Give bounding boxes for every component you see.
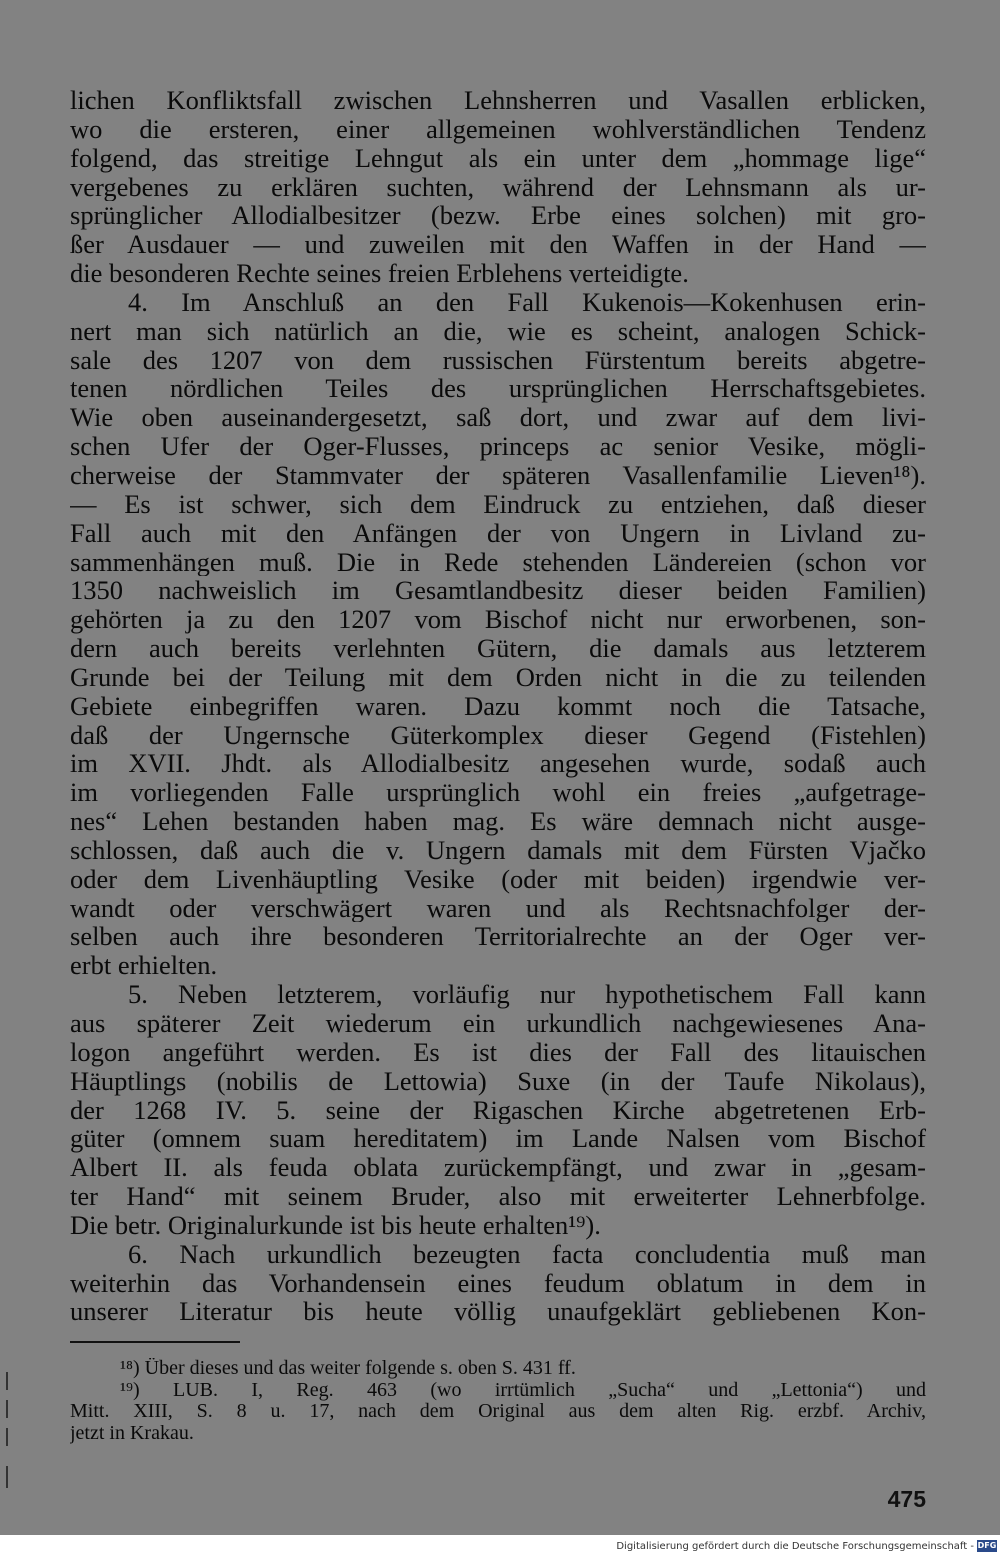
body-text xyxy=(70,86,926,1326)
body-line: ter Hand“ mit seinem Bruder, also mit erweiterter Lehnerbfolge. xyxy=(70,1182,926,1211)
margin-mark xyxy=(6,1466,8,1488)
body-line: güter (omnem suam hereditatem) im Lande Nalsen vom Bischof xyxy=(70,1124,926,1154)
footnote-divider xyxy=(70,1341,240,1343)
body-line: ßer Ausdauer — und zuweilen mit den Waffen in der Hand — xyxy=(70,230,926,260)
body-line: die besonderen Rechte seines freien Erblehens verteidigte. xyxy=(70,259,689,288)
body-line: wo die ersteren, einer allgemeinen wohlverständlichen Tendenz xyxy=(70,114,926,144)
margin-mark xyxy=(6,1372,8,1390)
body-line: folgend, das streitige Lehngut als ein unter dem „hommage lige“ xyxy=(70,143,926,173)
footnote-19: ¹⁹) LUB. I, Reg. 463 (wo irrtümlich „Sucha“ und „Lettonia“) und xyxy=(120,1379,926,1401)
margin-mark xyxy=(6,1400,8,1418)
footnote-18: ¹⁸) Über dieses und das weiter folgende s. oben S. 431 ff. xyxy=(120,1358,576,1379)
body-line: im vorliegenden Falle ursprünglich wohl ein freies „aufgetrage- xyxy=(70,778,926,808)
margin-mark xyxy=(6,1428,8,1446)
body-line: vergebenes zu erklären suchten, während der Lehnsmann als ur- xyxy=(70,172,926,202)
body-line: tenen nördlichen Teiles des ursprünglichen Herrschaftsgebietes. xyxy=(70,374,926,404)
body-line: Fall auch mit den Anfängen der von Ungern in Livland zu- xyxy=(70,518,926,548)
body-line: dern auch bereits verlehnten Gütern, die damals aus letzterem xyxy=(70,634,926,663)
paragraph-4-start: 4. Im Anschluß an den Fall Kukenois—Kokenhusen erin- xyxy=(128,287,926,317)
page-number: 475 xyxy=(887,1486,926,1512)
body-line: lichen Konfliktsfall zwischen Lehnsherren und Vasallen erblicken, xyxy=(70,86,926,115)
body-line: nes“ Lehen bestanden haben mag. Es wäre demnach nicht ausge- xyxy=(70,807,926,836)
paragraph-5-start: 5. Neben letzterem, vorläufig nur hypothetischem Fall kann xyxy=(128,980,926,1009)
body-line: daß der Ungernsche Güterkomplex dieser Gegend (Fistehlen) xyxy=(70,720,926,750)
body-line: selben auch ihre besonderen Territorialrechte an der Oger ver- xyxy=(70,922,926,952)
footnotes xyxy=(70,1358,926,1444)
body-line: cherweise der Stammvater der späteren Vasallenfamilie Lieven¹⁸). xyxy=(70,460,926,490)
body-line: Albert II. als feuda oblata zurückempfängt, und zwar in „gesam- xyxy=(70,1153,926,1183)
body-line: weiterhin das Vorhandensein eines feudum oblatum in dem in xyxy=(70,1268,926,1298)
body-line: gehörten ja zu den 1207 vom Bischof nicht nur erworbenen, son- xyxy=(70,605,926,635)
body-line: Die betr. Originalurkunde ist bis heute erhalten¹⁹). xyxy=(70,1210,601,1240)
body-line: der 1268 IV. 5. seine der Rigaschen Kirche abgetretenen Erb- xyxy=(70,1095,926,1125)
body-line: aus späterer Zeit wiederum ein urkundlich nachgewiesenes Ana- xyxy=(70,1009,926,1038)
body-line: oder dem Livenhäuptling Vesike (oder mit beiden) irgendwie ver- xyxy=(70,864,926,894)
paragraph-6-start: 6. Nach urkundlich bezeugten facta concludentia muß man xyxy=(128,1239,926,1269)
body-line: erbt erhielten. xyxy=(70,951,218,981)
body-line: im XVII. Jhdt. als Allodialbesitz angesehen wurde, sodaß auch xyxy=(70,749,926,779)
body-line: schlossen, daß auch die v. Ungern damals mit dem Fürsten Vjačko xyxy=(70,835,926,865)
dfg-logo: DFG xyxy=(977,1541,997,1550)
body-line: wandt oder verschwägert waren und als Rechtsnachfolger der- xyxy=(70,893,926,923)
body-line: Gebiete einbegriffen waren. Dazu kommt noch die Tatsache, xyxy=(70,691,926,721)
body-line: — Es ist schwer, sich dem Eindruck zu entziehen, daß dieser xyxy=(70,489,926,519)
body-line: sale des 1207 von dem russischen Fürstentum bereits abgetre- xyxy=(70,345,926,375)
body-line: logon angeführt werden. Es ist dies der Fall des litauischen xyxy=(70,1037,926,1067)
footnote-line: jetzt in Krakau. xyxy=(70,1422,194,1444)
body-line: Wie oben auseinandergesetzt, saß dort, und zwar auf dem livi- xyxy=(70,403,926,433)
body-line: Häuptlings (nobilis de Lettowia) Suxe (in der Taufe Nikolaus), xyxy=(70,1066,926,1096)
footnote-line: Mitt. XIII, S. 8 u. 17, nach dem Original aus dem alten Rig. erzbf. Archiv, xyxy=(70,1401,926,1422)
body-line: unserer Literatur bis heute völlig unaufgeklärt gebliebenen Kon- xyxy=(70,1297,926,1327)
digitization-credit: Digitalisierung gefördert durch die Deutsche Forschungsgemeinschaft - xyxy=(616,1541,974,1552)
body-line: nert man sich natürlich an die, wie es scheint, analogen Schick- xyxy=(70,316,926,346)
body-line: Grunde bei der Teilung mit dem Orden nicht in die zu teilenden xyxy=(70,662,926,692)
body-line: sammenhängen muß. Die in Rede stehenden Ländereien (schon vor xyxy=(70,547,926,577)
body-line: 1350 nachweislich im Gesamtlandbesitz dieser beiden Familien) xyxy=(70,576,926,606)
body-line: schen Ufer der Oger-Flusses, princeps ac senior Vesike, mögli- xyxy=(70,432,926,461)
body-line: sprünglicher Allodialbesitzer (bezw. Erbe eines solchen) mit gro- xyxy=(70,201,926,231)
